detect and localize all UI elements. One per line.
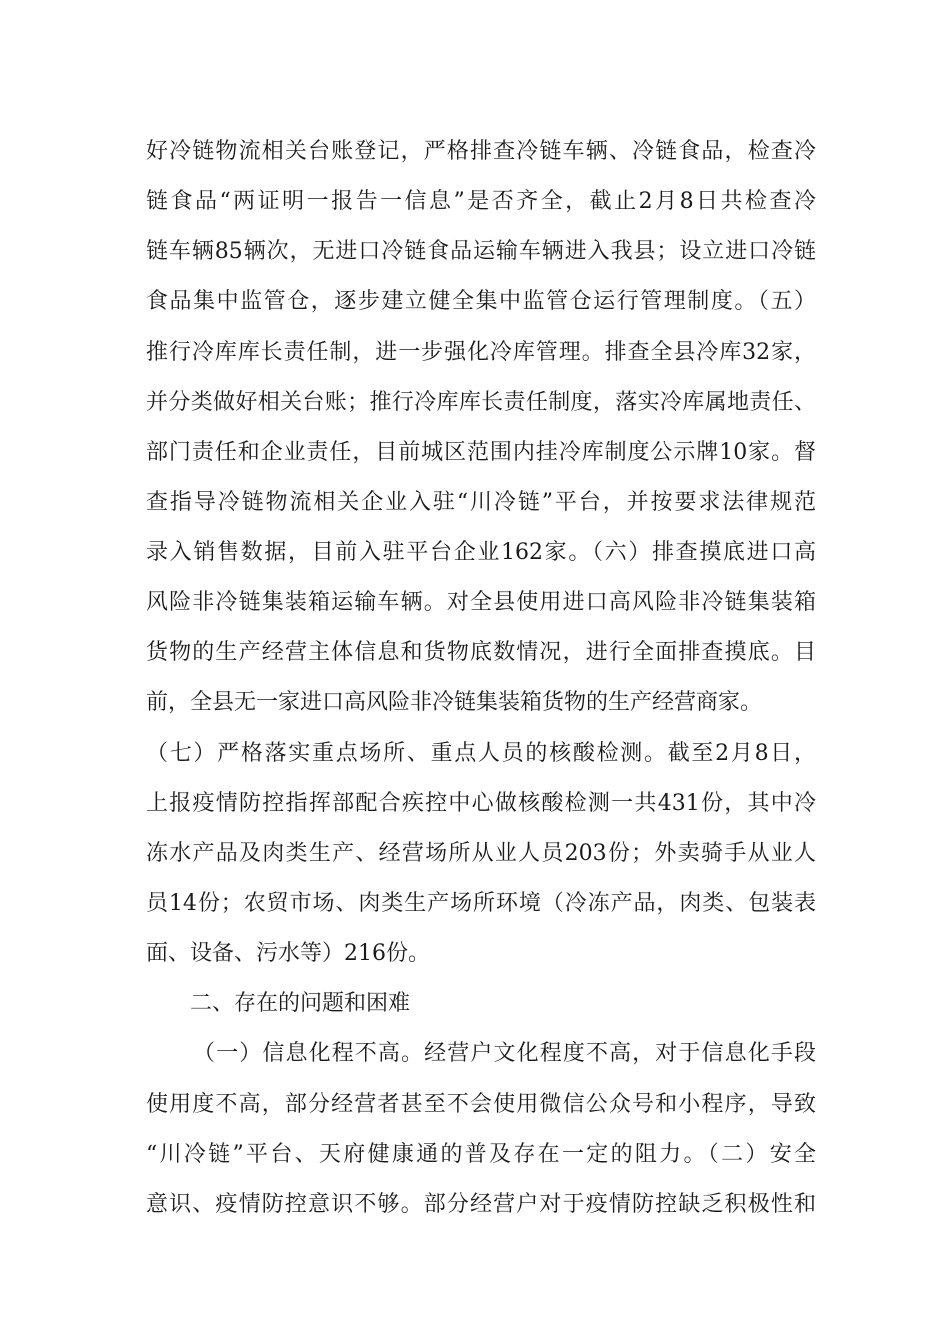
body-text-line: （一）信息化程不高。经营户文化程度不高，对于信息化手段 <box>193 1041 816 1066</box>
body-text-line: 推行冷库库长责任制，进一步强化冷库管理。排查全县冷库32家， <box>146 340 816 365</box>
body-text-line: 链车辆85辆次，无进口冷链食品运输车辆进入我县；设立进口冷链 <box>146 239 816 264</box>
body-text-line: 并分类做好相关台账；推行冷库库长责任制度，落实冷库属地责任、 <box>146 390 816 415</box>
body-text-line: 使用度不高，部分经营者甚至不会使用微信公众号和小程序，导致 <box>146 1092 816 1117</box>
body-text-line: 意识、疫情防控意识不够。部分经营户对于疫情防控缺乏积极性和 <box>146 1192 816 1217</box>
body-text-line: 货物的生产经营主体信息和货物底数情况，进行全面排查摸底。目 <box>146 640 816 665</box>
body-text-line: “川冷链”平台、天府健康通的普及存在一定的阻力。（二）安全 <box>146 1142 816 1167</box>
body-text-line: 部门责任和企业责任，目前城区范围内挂冷库制度公示牌10家。督 <box>146 440 816 465</box>
body-text-line: 冻水产品及肉类生产、经营场所从业人员203份；外卖骑手从业人 <box>146 841 816 866</box>
section-heading: 二、存在的问题和困难 <box>190 991 411 1016</box>
body-text-line: （七）严格落实重点场所、重点人员的核酸检测。截至2月8日， <box>146 741 816 766</box>
body-text-line: 员14份；农贸市场、肉类生产场所环境（冷冻产品，肉类、包装表 <box>146 891 816 916</box>
body-text-line: 查指导冷链物流相关企业入驻“川冷链”平台，并按要求法律规范 <box>146 490 816 515</box>
body-text-line: 上报疫情防控指挥部配合疾控中心做核酸检测一共431份，其中冷 <box>146 791 816 816</box>
body-text-line: 食品集中监管仓，逐步建立健全集中监管仓运行管理制度。（五） <box>146 289 816 314</box>
body-text-line: 链食品“两证明一报告一信息”是否齐全，截止2月8日共检查冷 <box>146 189 816 214</box>
body-text-line: 风险非冷链集装箱运输车辆。对全县使用进口高风险非冷链集装箱 <box>146 590 816 615</box>
body-text-line: 前，全县无一家进口高风险非冷链集装箱货物的生产经营商家。 <box>146 690 763 715</box>
body-text-line: 面、设备、污水等）216份。 <box>146 941 430 966</box>
body-text-line: 录入销售数据，目前入驻平台企业162家。（六）排查摸底进口高 <box>146 540 816 565</box>
body-text-line: 好冷链物流相关台账登记，严格排查冷链车辆、冷链食品，检查冷 <box>146 139 816 164</box>
